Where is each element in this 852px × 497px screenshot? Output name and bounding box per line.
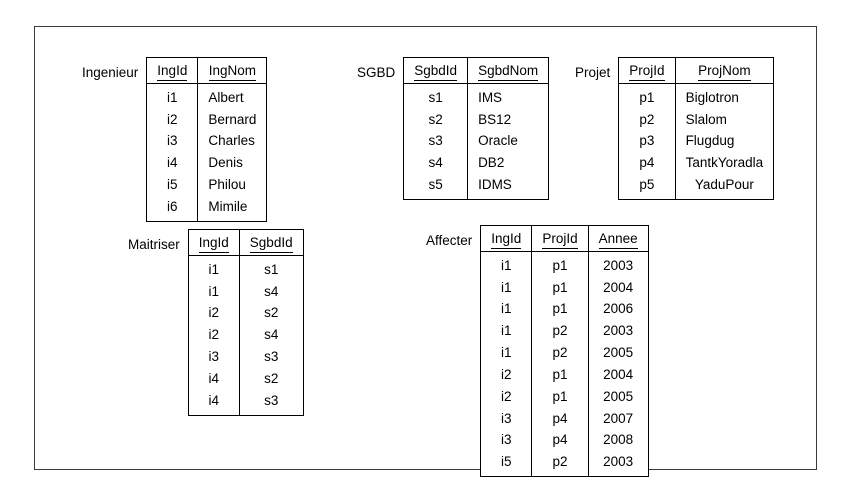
column-header-sgbdid: SgbdId — [239, 230, 303, 256]
table-row — [404, 83, 549, 108]
cell: Biglotron — [675, 83, 774, 108]
column-header-annee: Annee — [588, 226, 648, 252]
cell: i1 — [167, 89, 178, 105]
cell: p2 — [532, 342, 588, 364]
table-row — [481, 251, 648, 276]
cell: s3 — [239, 390, 303, 415]
table-row — [188, 255, 303, 280]
table-maitriser — [188, 229, 304, 416]
cell: Slalom — [675, 109, 774, 131]
table-header-row — [481, 226, 648, 252]
cell: s4 — [239, 281, 303, 303]
cell: s2 — [239, 368, 303, 390]
cell: Bernard — [198, 109, 267, 131]
table-row — [188, 281, 303, 303]
cell: 2005 — [588, 386, 648, 408]
column-header-sgbdid: SgbdId — [404, 58, 468, 84]
cell: p4 — [639, 155, 655, 171]
cell: Charles — [198, 130, 267, 152]
cell: s1 — [239, 255, 303, 280]
cell: p1 — [532, 386, 588, 408]
table-row — [481, 429, 648, 451]
table-row — [619, 83, 774, 108]
table-row — [404, 130, 549, 152]
cell: p4 — [532, 429, 588, 451]
cell: i4 — [208, 392, 220, 408]
cell: Albert — [198, 83, 267, 108]
cell: p3 — [639, 133, 655, 149]
cell: p1 — [532, 251, 588, 276]
column-header-ingid: IngId — [481, 226, 532, 252]
column-header-projid: ProjId — [619, 58, 675, 84]
diagram-frame — [34, 26, 817, 470]
cell: 2008 — [588, 429, 648, 451]
cell: i4 — [208, 370, 220, 386]
cell: 2004 — [588, 277, 648, 299]
relation-sgbd — [357, 57, 549, 200]
table-row — [481, 320, 648, 342]
cell: Oracle — [468, 130, 549, 152]
relation-name-projet: Projet — [575, 65, 611, 80]
table-row — [481, 342, 648, 364]
cell: Denis — [198, 152, 267, 174]
cell: s2 — [239, 302, 303, 324]
cell: i1 — [501, 301, 512, 317]
table-row — [619, 174, 774, 199]
cell: i3 — [208, 349, 220, 365]
table-row — [404, 109, 549, 131]
table-row — [188, 390, 303, 415]
table-row — [147, 109, 267, 131]
cell: i2 — [167, 111, 178, 127]
table-row — [481, 408, 648, 430]
table-row — [188, 302, 303, 324]
cell: 2005 — [588, 342, 648, 364]
table-row — [481, 364, 648, 386]
relation-projet — [575, 57, 774, 200]
column-header-ingnom: IngNom — [198, 58, 267, 84]
cell: i2 — [501, 366, 512, 382]
table-row — [147, 174, 267, 196]
cell: i2 — [501, 388, 512, 404]
table-row — [481, 386, 648, 408]
cell: i3 — [501, 432, 512, 448]
cell: i5 — [501, 454, 512, 470]
cell: TantkYoradla — [675, 152, 774, 174]
cell: i2 — [208, 305, 220, 321]
cell: p2 — [532, 451, 588, 476]
table-header-row — [188, 230, 303, 256]
cell: YaduPour — [675, 174, 774, 199]
cell: s3 — [239, 346, 303, 368]
table-row — [188, 368, 303, 390]
cell: i3 — [501, 410, 512, 426]
relation-name-affecter: Affecter — [426, 233, 473, 248]
cell: 2006 — [588, 298, 648, 320]
table-ingenieur — [146, 57, 267, 222]
cell: s2 — [428, 111, 443, 127]
cell: s1 — [428, 89, 443, 105]
table-row — [147, 196, 267, 221]
table-sgbd — [403, 57, 549, 200]
table-projet — [618, 57, 774, 200]
table-row — [404, 152, 549, 174]
table-row — [147, 152, 267, 174]
relation-maitriser — [128, 229, 304, 416]
cell: i3 — [167, 133, 178, 149]
relation-affecter — [426, 225, 649, 477]
cell: BS12 — [468, 109, 549, 131]
table-row — [147, 83, 267, 108]
relation-ingenieur — [82, 57, 267, 222]
relation-name-sgbd: SGBD — [357, 65, 396, 80]
cell: s4 — [428, 155, 443, 171]
cell: p1 — [532, 277, 588, 299]
cell: s4 — [239, 324, 303, 346]
table-row — [188, 324, 303, 346]
cell: i1 — [501, 345, 512, 361]
cell: 2003 — [588, 320, 648, 342]
cell: i1 — [208, 261, 220, 277]
column-header-projid: ProjId — [532, 226, 588, 252]
table-header-row — [404, 58, 549, 84]
cell: 2003 — [588, 451, 648, 476]
table-row — [619, 152, 774, 174]
cell: p1 — [532, 364, 588, 386]
cell: p4 — [532, 408, 588, 430]
table-row — [481, 298, 648, 320]
table-row — [481, 451, 648, 476]
table-row — [147, 130, 267, 152]
cell: p5 — [639, 177, 655, 193]
cell: s3 — [428, 133, 443, 149]
cell: 2003 — [588, 251, 648, 276]
cell: 2007 — [588, 408, 648, 430]
column-header-ingid: IngId — [147, 58, 198, 84]
cell: i1 — [501, 323, 512, 339]
cell: i1 — [208, 283, 220, 299]
table-header-row — [619, 58, 774, 84]
cell: IMS — [468, 83, 549, 108]
cell: i1 — [501, 257, 512, 273]
table-header-row — [147, 58, 267, 84]
table-row — [404, 174, 549, 199]
table-row — [619, 109, 774, 131]
cell: i2 — [208, 327, 220, 343]
table-affecter — [480, 225, 648, 477]
table-row — [481, 277, 648, 299]
cell: p1 — [639, 89, 655, 105]
table-row — [188, 346, 303, 368]
column-header-sgbdnom: SgbdNom — [468, 58, 549, 84]
cell: Flugdug — [675, 130, 774, 152]
table-row — [619, 130, 774, 152]
column-header-projnom: ProjNom — [675, 58, 774, 84]
cell: Philou — [198, 174, 267, 196]
cell: IDMS — [468, 174, 549, 199]
cell: DB2 — [468, 152, 549, 174]
cell: 2004 — [588, 364, 648, 386]
relation-name-maitriser: Maitriser — [128, 237, 180, 252]
cell: Mimile — [198, 196, 267, 221]
cell: i1 — [501, 279, 512, 295]
cell: i5 — [167, 177, 178, 193]
cell: s5 — [428, 177, 443, 193]
cell: i6 — [167, 198, 178, 214]
cell: p2 — [532, 320, 588, 342]
cell: i4 — [167, 155, 178, 171]
relation-name-ingenieur: Ingenieur — [82, 65, 139, 80]
cell: p2 — [639, 111, 655, 127]
column-header-ingid: IngId — [188, 230, 239, 256]
cell: p1 — [532, 298, 588, 320]
